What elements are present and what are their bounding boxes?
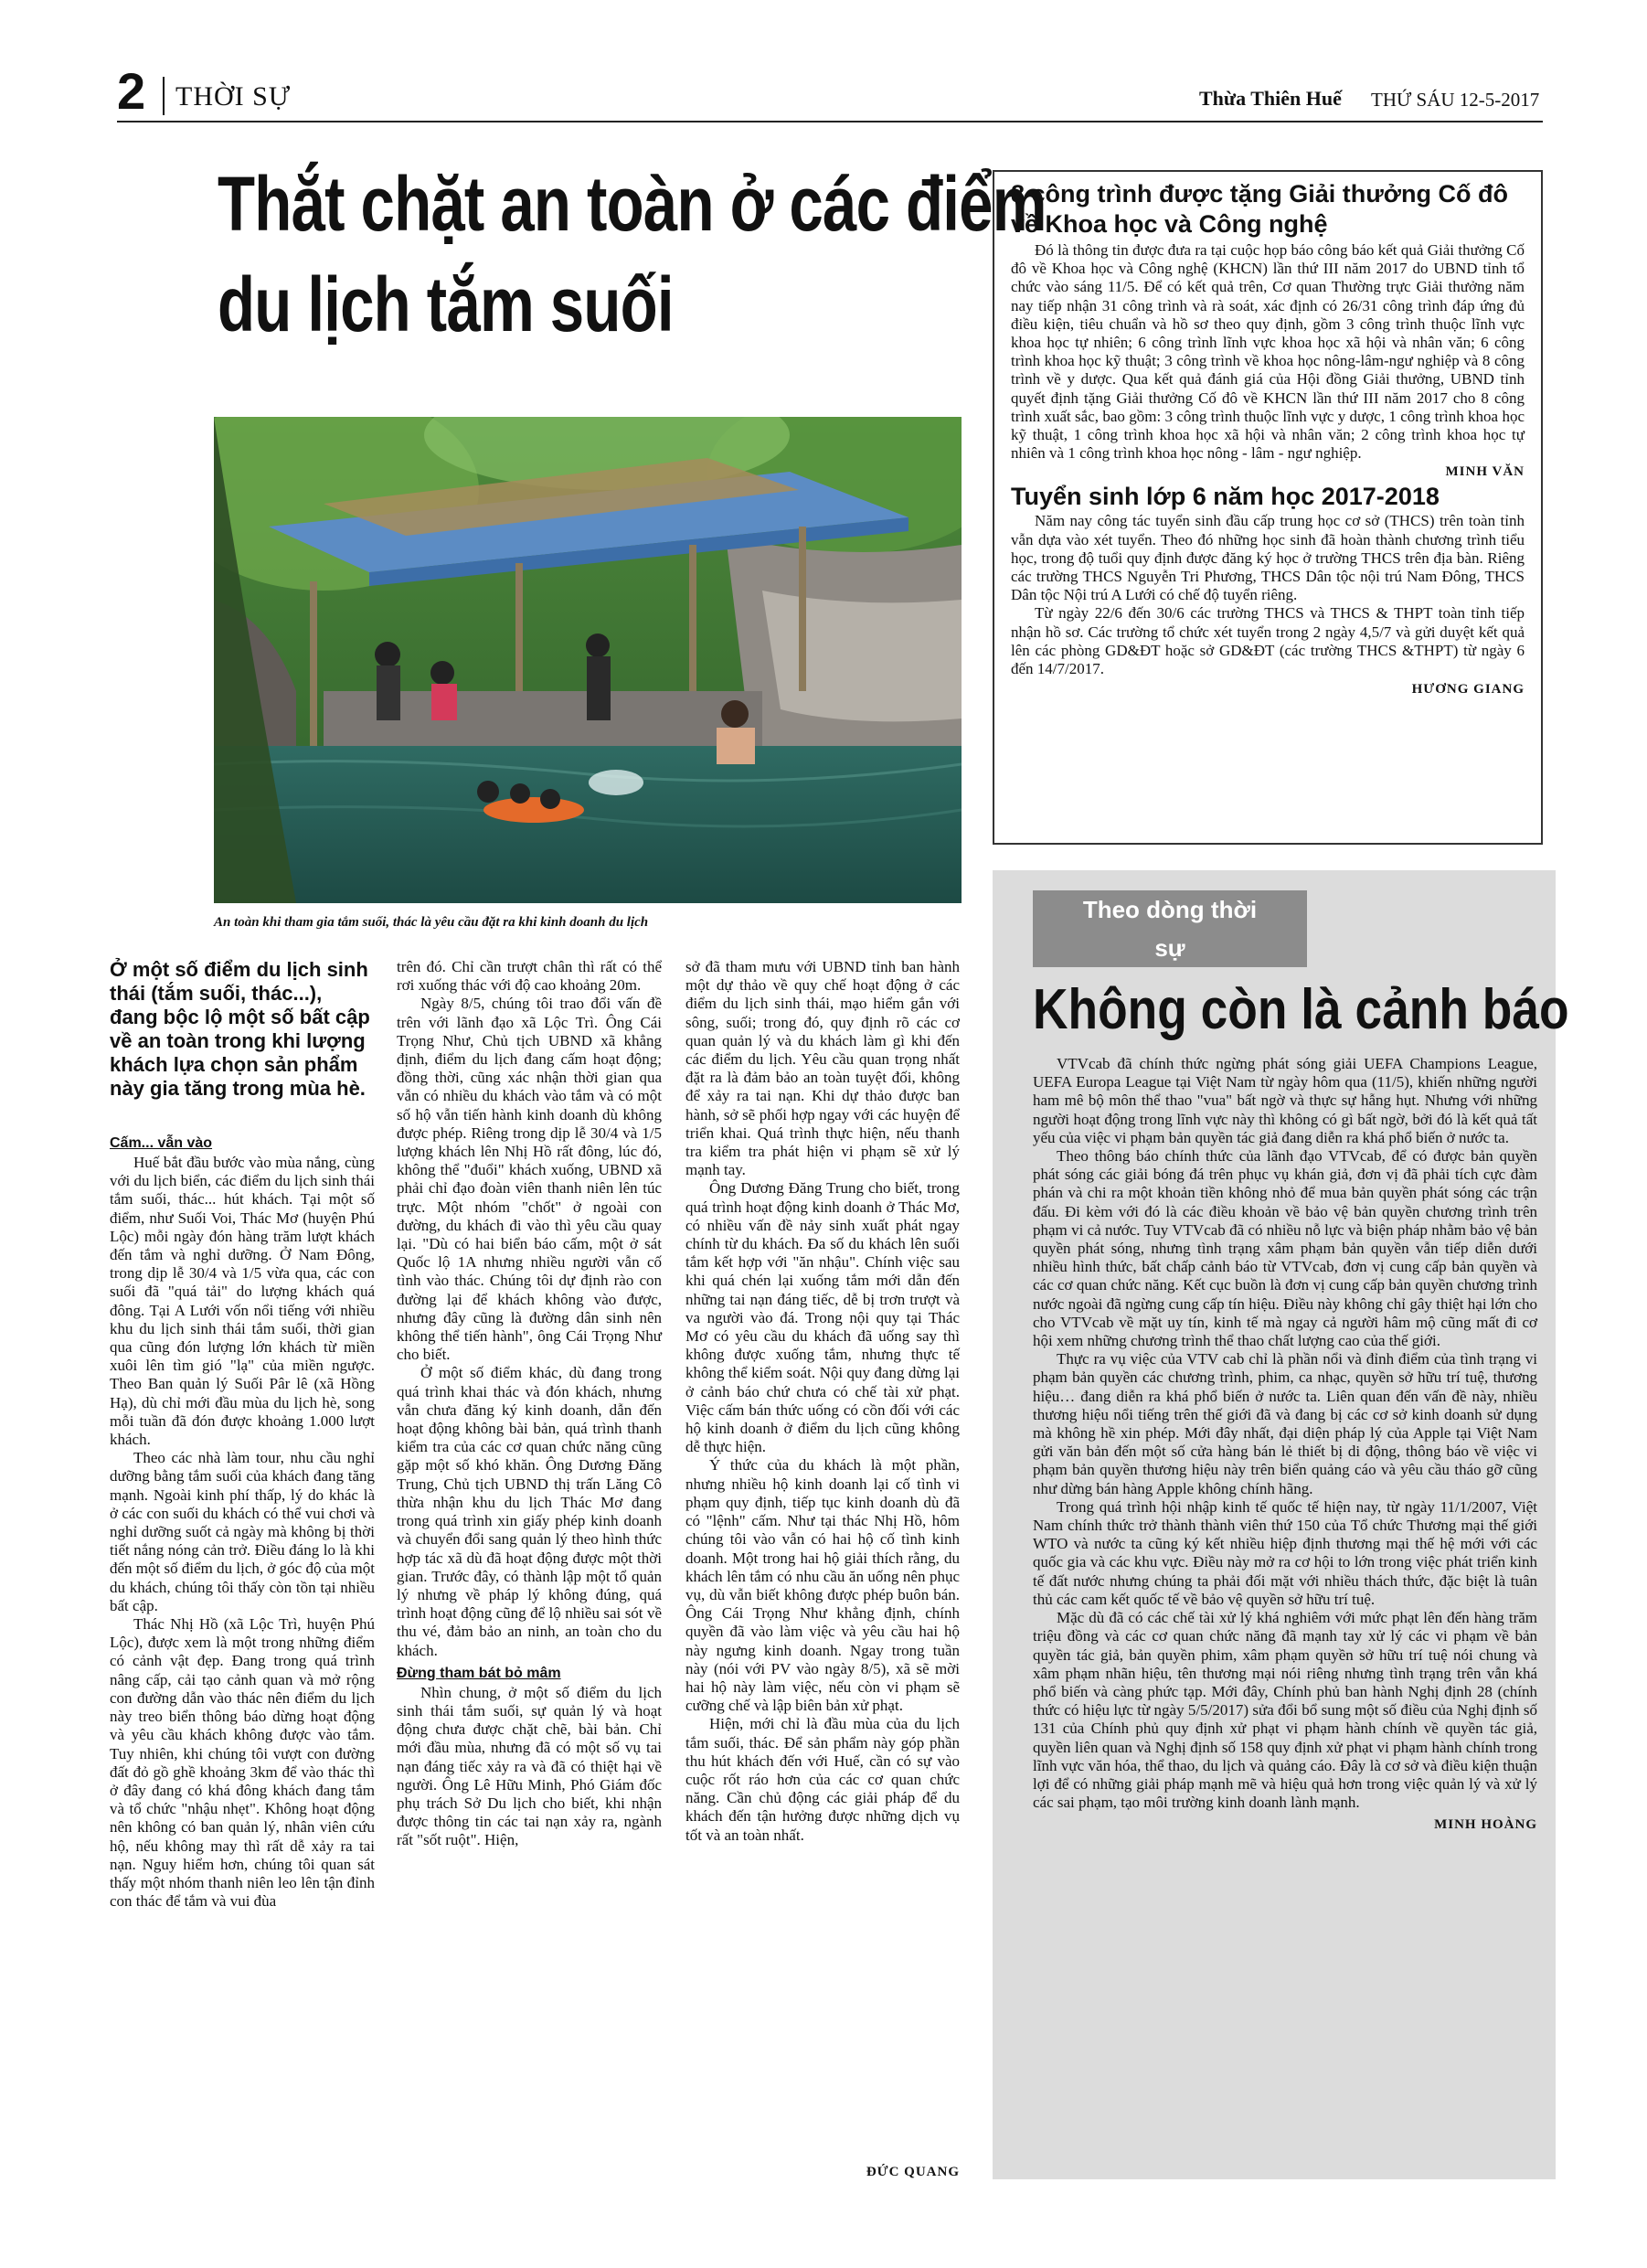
brief-2-title: Tuyển sinh lớp 6 năm học 2017-2018 [1011,483,1440,511]
paragraph: Huế bắt đầu bước vào mùa nắng, cùng với du lịch biển, các điểm du lịch sinh thái tắm suối, thác... hút khách. Tại một số điểm, như Suối Voi, Thác Mơ (huyện Phú Lộc) mỗi ngày đón hàng trăm lượt khách đến tắm và nghỉ dưỡng. Ở Nam Đông, trong dịp lễ 30/4 và 1/5 vừa qua, các con suối đã "quá tải" do lượng khách quá đông. Tại A Lưới vốn nổi tiếng với nhiều khu du lịch sinh thái tắm suối, thời gian qua cũng đón lượng lớn khách từ miền xuôi lên tìm gió "lạ" của miền ngược. Theo Ban quản lý Suối Pâr lê (xã Hồng Hạ), dù chỉ mới đầu mùa du lịch hè, song mỗi tuần đã đón được khoảng 1.000 lượt khách. [110,1154,375,1449]
paragraph: sở đã tham mưu với UBND tỉnh ban hành một dự thảo về quy chế hoạt động ở các điểm du lịch sinh thái, mạo hiểm gắn với sông, suối; trong đó, quy định rõ các cơ quan quản lý và du khách làm gì khi đến các điểm du lịch. Yêu cầu quan trọng nhất đặt ra là đảm bảo an toàn tuyệt đối, không để xảy ra tai nạn. Khi dự thảo được ban hành, sở sẽ phối hợp ngay với các huyện để triển khai. Quá trình thực hiện, nếu thanh tra kiểm tra phát hiện vi phạm sẽ xử lý mạnh tay. [685,958,960,1179]
column-body [1033,1055,1537,1812]
article-lead: Ở một số điểm du lịch sinh thái (tắm suối, thác...), đang bộc lộ một số bất cập về an toàn trong khi lượng khách lựa chọn sản phẩm này gia tăng trong mùa hè. [110,958,370,1100]
brief-1-byline: MINH VĂN [1445,464,1525,480]
brief-1-text: Đó là thông tin được đưa ra tại cuộc họp báo công báo kết quả Giải thưởng Cố đô về Khoa học và Công nghệ (KHCN) lần thứ III năm 2017 do UBND tỉnh tổ chức vào sáng 11/5. Để có kết quả trên, Cơ quan Thường trực Giải thưởng năm nay tiếp nhận 31 công trình và rà soát, xác định có 26/31 công trình đáp ứng đủ điều kiện, tiêu chuẩn và hồ sơ theo quy định, gồm 3 công trình thuộc lĩnh vực khoa học tự nhiên; 6 công trình lĩnh vực khoa học xã hội và nhân văn; 6 công trình khoa học kỹ thuật; 3 công trình về khoa học nông-lâm-ngư nghiệp và 8 công trình về y dược. Qua kết quả đánh giá của Hội đồng Giải thưởng, UBND tỉnh quyết định tặng Giải thưởng Cố đô về KHCN lần thứ III năm 2017 cho 8 công trình xuất sắc, bao gồm: 3 công trình thuộc lĩnh vực y dược, 1 công trình khoa học kỹ thuật, 1 công trình khoa học xã hội và nhân văn; 2 công trình khoa học tự nhiên và 1 công trình khoa học nông - lâm - ngư nghiệp. [1011,241,1525,463]
river-bathing-photo [214,417,962,903]
main-article-title [218,154,1047,355]
article-column-1 [110,1130,375,1911]
column-byline: MINH HOÀNG [1434,1817,1537,1833]
title-line-1: Thắt chặt an toàn ở các điểm [218,161,1047,247]
paragraph: Theo các nhà làm tour, nhu cầu nghỉ dưỡng bằng tắm suối của khách đang tăng mạnh. Ngoài kinh phí thấp, lý do khác là ở các con suối du khách có thể vui chơi và nghỉ dưỡng suốt cả ngày mà không bị thời tiết nắng nóng cản trở. Điều đáng lo là khi đến một số điểm du lịch, ở góc độ của một du khách, chúng tôi thấy còn tồn tại nhiều bất cập. [110,1449,375,1614]
column-paragraph: VTVcab đã chính thức ngừng phát sóng giải UEFA Champions League, UEFA Europa League tại Việt Nam từ ngày hôm qua (11/5), khiến những người ham mê bộ môn thể thao "vua" bất ngờ và thực sự hẫng hụt. Nhưng với những người hoạt động trong lĩnh vực này thì không có gì bất ngờ, bởi đó là kết quả tất yếu của việc vi phạm bản quyền tác giả đang diễn ra khá phổ biến ở nước ta. [1033,1055,1537,1146]
subheading: Cấm... vẫn vào [110,1135,213,1151]
article-photo [214,417,962,903]
column-paragraph: Mặc dù đã có các chế tài xử lý khá nghiêm với mức phạt lên đến hàng trăm triệu đồng và các cơ quan chức năng đã mạnh tay xử lý các vi phạm về bản quyền tác giả, bản quyền phim, xâm phạm quyền sở hữu trí tuệ nói chung và xâm phạm nhãn hiệu, tên thương mại nói riêng nhưng tình trạng trên vẫn khá phổ biến và càng phức tạp. Mới đây, Chính phủ ban hành Nghị định 28 (chính thức có hiệu lực từ ngày 5/5/2017) sửa đổi bổ sung một số điều của Nghị định số 131 của Chính phủ quy định xử phạt vi phạm hành chính về quyền tác giả, quyền liên quan và Nghị định số 158 quy định xử phạt vi phạm hành chính trong lĩnh vực văn hóa, thể thao, du lịch và quảng cáo. Đây là cơ sở và điều kiện thuận lợi để có những giải pháp mạnh mẽ và hiệu quả hơn trong việc quản lý và xử lý các sai phạm, tạo môi trường kinh doanh lành mạnh. [1033,1609,1537,1812]
subheading: Đừng tham bát bỏ mâm [397,1665,561,1681]
column-tag: Theo dòng thời sự [1033,890,1307,967]
brief-2-byline: HƯƠNG GIANG [1411,682,1525,697]
header-rule [117,121,1543,122]
section-name: THỜI SỰ [175,81,292,112]
paragraph: Hiện, mới chỉ là đầu mùa của du lịch tắm suối, thác. Để sản phẩm này góp phần thu hút khách đến với Huế, cần có sự vào cuộc rốt ráo hơn của các cơ quan chức năng. Cần chủ động các giải pháp để du khách đến tận hưởng được những dịch vụ tốt và an toàn nhất. [685,1715,960,1844]
news-brief-box [993,170,1543,845]
issue-date: THỨ SÁU 12-5-2017 [1371,89,1540,111]
paragraph: Thác Nhị Hồ (xã Lộc Trì, huyện Phú Lộc), được xem là một trong những điểm có cảnh vật đẹp. Đang trong quá trình nâng cấp, cải tạo cảnh quan và mở rộng con đường dẫn vào thác nên điểm du lịch này treo biển thông báo dừng hoạt động và yêu cầu khách không được vào tắm. Tuy nhiên, khi chúng tôi vượt con đường đất đỏ gồ ghề khoảng 3km để vào thác thì ở đây đang có khá đông khách đang tắm và tổ chức "nhậu nhẹt". Không hoạt động nên không có ban quản lý, nhân viên cứu hộ, nếu không may thì rất dễ xảy ra tai nạn. Nguy hiểm hơn, chúng tôi quan sát thấy một nhóm thanh niên leo lên tận đỉnh con thác để tắm và vui đùa [110,1615,375,1911]
section-divider [163,77,165,115]
paragraph: Ý thức của du khách là một phần, nhưng nhiều hộ kinh doanh lại cố tình vi phạm quy định, tiếp tục kinh doanh dù đã có "lệnh" cấm. Như tại thác Nhị Hồ, hôm chúng tôi vào vẫn có hai hộ cố tình kinh doanh. Một trong hai hộ giải thích rằng, du khách lên tắm có nhu cầu ăn uống nên phục vụ, dù vẫn biết không được phép buôn bán. Ông Cái Trọng Như khẳng định, chính quyền đã vào làm việc và yêu cầu hai hộ này ngưng kinh doanh. Ngay trong tuần này (nói với PV vào ngày 8/5), xã sẽ mời hai hộ này làm việc, nếu còn vi phạm sẽ cưỡng chế và lập biên bản xử phạt. [685,1456,960,1715]
brief-2-paragraph-1: Năm nay công tác tuyển sinh đầu cấp trung học cơ sở (THCS) trên toàn tỉnh vẫn dựa vào xét tuyển. Theo đó những học sinh đã hoàn thành chương trình tiểu học, trong độ tuổi quy định được đăng ký học ở trường THCS trên địa bàn. Riêng các trường THCS Nguyễn Tri Phương, THCS Dân tộc nội trú Nam Đông, THCS Dân tộc Nội trú A Lưới có chế độ tuyển riêng. [1011,512,1525,604]
brief-1-title: 8 công trình được tặng Giải thưởng Cố đô về Khoa học và Công nghệ [1011,180,1508,238]
title-line-2: du lịch tắm suối [218,261,674,347]
paragraph: Nhìn chung, ở một số điểm du lịch sinh thái tắm suối, sự quản lý và hoạt động chưa được chặt chẽ, bài bản. Chỉ mới đầu mùa, nhưng đã có một số vụ tai nạn đáng tiếc xảy ra và đã có thiệt hại về người. Ông Lê Hữu Minh, Phó Giám đốc phụ trách Sở Du lịch cho biết, khi nhận được thông tin các tai nạn xảy ra, ngành rất "sốt ruột". Hiện, [397,1683,662,1849]
opinion-column-box [993,870,1569,2179]
publication-name: Thừa Thiên Huế [1199,87,1342,110]
article-column-3 [685,958,960,1845]
paragraph: trên đó. Chỉ cần trượt chân thì rất có thể rơi xuống thác với độ cao khoảng 20m. [397,958,662,995]
article-byline: ĐỨC QUANG [866,2165,960,2179]
column-paragraph: Thực ra vụ việc của VTV cab chỉ là phần nổi và đỉnh điểm của tình trạng vi phạm bản quyền các chương trình, phim, ca nhạc, quyền sở hữu trí tuệ, thương hiệu… đang diễn ra khá phổ biến ở nước ta. Liên quan đến vấn đề này, nhiều thương hiệu nổi tiếng trên thế giới đã và đang bị các cơ sở kinh doanh sử dụng mà không hề xin phép. Mới đây nhất, đại diện pháp lý của Apple tại Việt Nam gửi văn bản đến một số cửa hàng bán lẻ thiết bị di động, thông báo về việc vi phạm bản quyền thương hiệu này trên biển quảng cáo và yêu cầu tháo gỡ cũng như dừng bán hàng Apple không chính hãng. [1033,1350,1537,1497]
photo-caption: An toàn khi tham gia tắm suối, thác là yêu cầu đặt ra khi kinh doanh du lịch [214,915,649,930]
paragraph: Ông Dương Đăng Trung cho biết, trong quá trình hoạt động kinh doanh ở Thác Mơ, có nhiều vấn đề nảy sinh xuất phát ngay chính từ du khách. Đa số du khách lên suối tắm kết hợp với "ăn nhậu". Chính việc sau khi quá chén lại xuống tắm mới dẫn đến những tai nạn đáng tiếc, dễ bị trơn trượt và va người vào đá. Trong nội quy tại Thác Mơ có yêu cầu du khách đã uống say thì không được xuống tắm, nhưng thực tế không thể kiểm soát. Nội quy đang dừng lại ở cảnh báo chứ chưa có chế tài xử phạt. Việc cấm bán thức uống có cồn đối với các hộ kinh doanh ở điểm du lịch cũng không dễ thực hiện. [685,1179,960,1456]
column-paragraph: Theo thông báo chính thức của lãnh đạo VTVcab, để có được bản quyền phát sóng các giải bóng đá trên phục vụ khán giả, đơn vị đã phải tích cực đàm phán và chi ra một khoản tiền không nhỏ để mua bản quyền phát sóng các trận đấu. Đi kèm với đó là các điều khoản về bảo vệ bản quyền chương trình trên phạm vi cả nước. Tuy VTVcab đã có nhiều nỗ lực và biện pháp nhằm bảo vệ bản quyền phát sóng, nhưng tình trạng xâm phạm bản quyền vẫn tiếp diễn dưới nhiều hình thức, bất chấp cảnh báo từ VTVcab, đơn vị cung cấp bản quyền và các cơ quan chức năng. Kết cục buồn là đơn vị cung cấp bản quyền chương trình nước ngoài đã ngừng cung cấp tín hiệu. Điều này không chỉ gây thiệt hại lớn cho cho VTVcab về mặt uy tín, kinh tế mà ngay cả người hâm mộ cũng mất đi cơ hội xem những chương trình thể thao chất lượng cao của thế giới. [1033,1147,1537,1350]
paragraph: Ở một số điểm khác, dù đang trong quá trình khai thác và đón khách, nhưng vẫn chưa đăng ký kinh doanh, dẫn đến hoạt động không bài bản, quá trình thanh kiểm tra của các cơ quan chức năng cũng gặp một số khó khăn. Ông Dương Đăng Trung, Chủ tịch UBND thị trấn Lăng Cô thừa nhận khu du lịch Thác Mơ đang trong quá trình xin giấy phép kinh doanh và chuyển đổi sang quản lý theo hình thức hợp tác xã dù đã hoạt động được một thời gian. Trước đây, có thành lập một tổ quản lý nhưng về pháp lý không đúng, quá trình hoạt động cũng để lộ nhiều sai sót về thu vé, đảm bảo an ninh, an toàn cho du khách. [397,1364,662,1659]
column-title: Không còn là cảnh báo [1033,978,1569,1041]
article-column-2 [397,958,662,1850]
paragraph: Ngày 8/5, chúng tôi trao đổi vấn đề trên với lãnh đạo xã Lộc Trì. Ông Cái Trọng Như, Chủ tịch UBND xã khẳng định, điểm du lịch đang cấm hoạt động; đồng thời, cũng xác nhận thời gian qua vẫn có nhiều du khách vào tắm và có một số hộ vẫn tiến hành kinh doanh dù không được phép. Riêng trong dịp lễ 30/4 và 1/5 lượng khách lên Nhị Hồ rất đông, lúc đó, không thể "đuổi" khách xuống, UBND xã phải chỉ đạo đoàn viên thanh niên lên túc trực. Một nhóm "chốt" ở ngoài con đường, du khách đi vào thì yêu cầu quay lại. "Dù có hai biển báo cấm, một ở sát Quốc lộ 1A nhưng nhiều người vẫn cố tình vào thác. Chúng tôi dự định rào con đường lại để khách không vào được, nhưng đây cũng là đường dân sinh nên không thể tiến hành", ông Cái Trọng Như cho biết. [397,995,662,1364]
column-paragraph: Trong quá trình hội nhập kinh tế quốc tế hiện nay, từ ngày 11/1/2007, Việt Nam chính thức trở thành thành viên thứ 150 của Tổ chức Thương mại thế giới WTO và nước ta cũng ký kết nhiều hiệp định thương mại thế hệ mới với các quốc gia và các khu vực. Điều này mở ra cơ hội to lớn trong việc phát triển kinh tế đất nước nhưng chúng ta phải đối mặt với nhiều thách thức, đặc biệt là tuân thủ các cam kết quốc tế về bảo vệ quyền sở hữu trí tuệ. [1033,1497,1537,1608]
brief-2-paragraph-2: Từ ngày 22/6 đến 30/6 các trường THCS và THCS & THPT toàn tỉnh tiếp nhận hồ sơ. Các trường tổ chức xét tuyển trong 2 ngày 4,5/7 và gửi duyệt kết quả lên các phòng GD&ĐT hoặc sở GD&ĐT (các trường THCS &THPT) từ ngày 6 đến 14/7/2017. [1011,604,1525,678]
page-number: 2 [117,62,146,120]
